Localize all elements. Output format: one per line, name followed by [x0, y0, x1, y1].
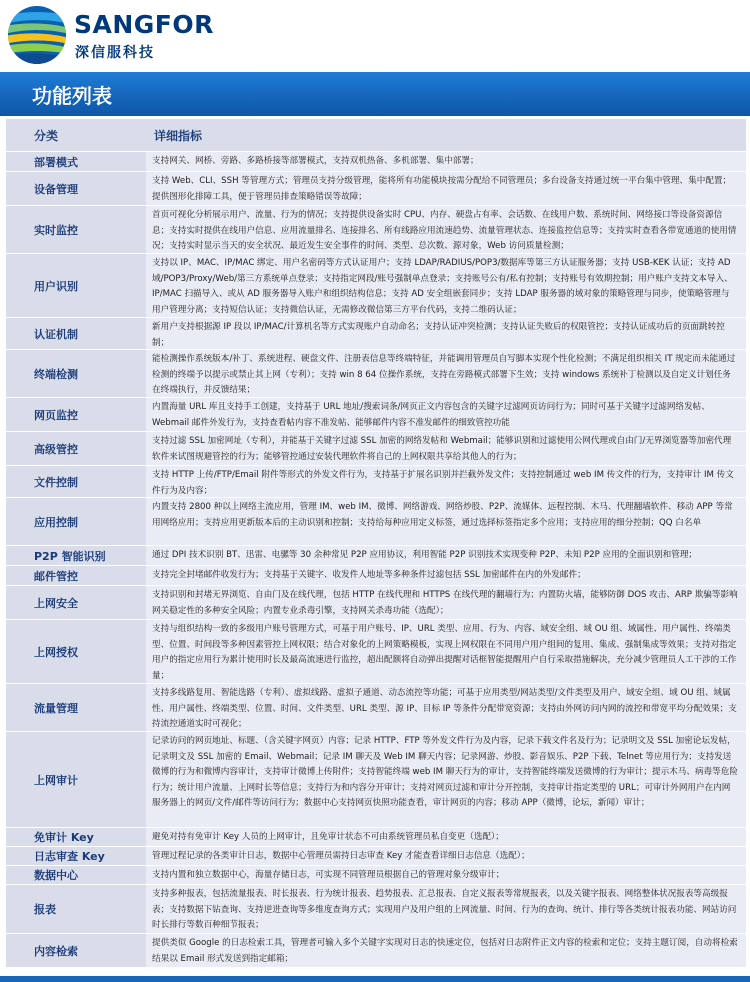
table-row	[6, 933, 746, 967]
row-label: 内容检索	[6, 934, 146, 967]
table-row	[6, 731, 746, 827]
row-detail: 新用户支持根据源 IP 段以 IP/MAC/计算机名等方式实现账户自动命名；支持认证冲突检测；支持认证失败后的权限管控；支持认证成功后的页面跳转控制；	[146, 318, 746, 349]
row-detail: 首页可视化分析展示用户、流量、行为的情况；支持提供设备实时 CPU、内存、硬盘占有率、会话数、在线用户数、系统时间、网络接口等设备资源信息；支持实时提供在线用户信息、应用流量排名、连接排名、所有线路应用流速趋势、流量管理状态、连接监控信息等；支持实时查看各带宽通道的使用情况；支持实时显示当天的安全状况、最近发生安全事件的时间、类型、总次数、源对象，Web 访问质量检测；	[146, 206, 746, 253]
column-header-details: 详细指标	[154, 128, 203, 143]
row-detail: 支持多线路复用、智能选路（专利）、虚拟线路、虚拟子通道、动态流控等功能；可基于应用类型/网站类型/文件类型及用户、域安全组、域 OU 组、域属性、用户属性、终端类型、位置、时间、文件类型、URL 类型、源 IP、目标 IP 等条件分配带宽资源；支持由外网访问内网的流控和带宽平均分配效果；支持流控通道实时可视化；	[146, 684, 746, 731]
sangfor-globe-logo-icon	[6, 4, 68, 66]
row-detail: 支持完全封堵邮件收发行为；支持基于关键字、收发件人地址等多种条件过滤包括 SSL 加密邮件在内的外发邮件；	[146, 566, 746, 585]
row-detail: 记录访问的网页地址、标题、（含关键字网页）内容；记录 HTTP、FTP 等外发文件行为及内容，记录下载文件名及行为；记录明文及 SSL 加密论坛发帖，记录明文及 SSL 加密的 Email、Webmail；记录 IM 聊天及 Web IM 聊天内容；记录网游、炒股、影音娱乐、P2P 下载、Telnet 等应用行为；支持发送微博的行为和微博内容审计，支持审计微博上传附件；支持智能终端 web IM 聊天行为的审计，支持智能终端发送微博的行为审计；提示木马、病毒等危险行为；统计用户流量、上网时长等信息；支持行为和内容分开审计；支持对网页过滤和审计分开控制，支持审计指定类型的 URL；可审计外网用户在内网服务器上的网页/文件/邮件等访问行为；数据中心支持网页快照功能查看，审计网页的内容；移动 APP（微博，论坛，新闻）审计；	[146, 732, 746, 827]
row-detail: 避免对持有免审计 Key 人员的上网审计，且免审计状态不可由系统管理员私自变更（选配）；	[146, 828, 746, 846]
table-row	[6, 431, 746, 465]
table-row	[6, 865, 746, 884]
table-row	[6, 397, 746, 431]
row-detail: 支持 Web、CLI、SSH 等管理方式；管理员支持分级管理，能将所有功能模块按需分配给不同管理员；多台设备支持通过统一平台集中管理、集中配置；提供图形化排障工具，便于管理员排查策略错误等故障；	[146, 172, 746, 205]
row-label: P2P 智能识别	[6, 546, 146, 565]
table-row	[6, 846, 746, 865]
brand-name-en: SANGFOR	[74, 10, 214, 39]
row-label: 实时监控	[6, 206, 146, 253]
table-row	[6, 545, 746, 565]
table-row	[6, 171, 746, 205]
row-label: 高级管控	[6, 432, 146, 465]
table-row	[6, 465, 746, 497]
row-label: 数据中心	[6, 866, 146, 884]
row-label: 报表	[6, 885, 146, 933]
row-detail: 提供类似 Google 的日志检索工具，管理者可输入多个关键字实现对日志的快速定位，包括对日志附件正文内容的检索和定位；支持主题订阅，自动将检索结果以 Email 形式发送到指定邮箱；	[146, 934, 746, 967]
row-label: 用户识别	[6, 254, 146, 317]
row-label: 应用控制	[6, 498, 146, 545]
row-detail: 内置支持 2800 种以上网络主流应用，管理 IM、web IM、微博、网络游戏、网络炒股、P2P、流媒体、远程控制、木马、代理翻墙软件、移动 APP 等常用网络应用；支持应用更新版本后的主动识别和控制；支持给每种应用定义标签，通过选择标签指定多个应用；支持应用的细分控制；QQ 白名单	[146, 498, 746, 545]
row-label: 设备管理	[6, 172, 146, 205]
row-label: 日志审查 Key	[6, 847, 146, 865]
table-row	[6, 253, 746, 317]
row-detail: 管理过程记录的各类审计日志，数据中心管理员需持日志审查 Key 才能查看详细日志信息（选配）；	[146, 847, 746, 865]
feature-table	[6, 119, 746, 967]
row-label: 免审计 Key	[6, 828, 146, 846]
row-label: 网页监控	[6, 398, 146, 431]
row-detail: 支持与组织结构一致的多级用户账号管理方式，可基于用户账号、IP、URL 类型、应用、行为、内容、域安全组、域 OU 组、域属性、用户属性、终端类型、位置、时间段等多种因素管控上网权限；结合对象化的上网策略模板，实现上网权限在不同用户用户组间的复用、集成、强制集成等效果；支持对指定用户的指定应用行为累计使用时长及最高流速进行监控，超出配额将自动弹出提醒对话框智能提醒用户自行采取措施解决，充分减少管理员人工干涉的工作量；	[146, 620, 746, 683]
row-detail: 支持 HTTP 上传/FTP/Email 附件等形式的外发文件行为，支持基于扩展名识别并拦截外发文件；支持控制通过 web IM 传文件的行为，支持审计 IM 传文件行为及内容；	[146, 466, 746, 497]
brand-name-cn: 深信服科技	[75, 45, 155, 61]
table-row	[6, 317, 746, 349]
table-row	[6, 349, 746, 397]
table-header	[6, 119, 746, 151]
table-row	[6, 585, 746, 619]
section-title: 功能列表	[32, 84, 112, 108]
footer-bar	[0, 976, 750, 982]
row-detail: 支持内置和独立数据中心，海量存储日志，可实现不同管理员根据自己的管理对象分级审计；	[146, 866, 746, 884]
table-row	[6, 683, 746, 731]
row-label: 文件控制	[6, 466, 146, 497]
row-detail: 支持以 IP、MAC、IP/MAC 绑定、用户名密码等方式认证用户；支持 LDAP/RADIUS/POP3/数据库等第三方认证服务器；支持 USB-KEK 认证；支持 AD 域/POP3/Proxy/Web/第三方系统单点登录；支持指定网段/账号强制单点登录；支持账号公有/私有控制；支持账号有效期控制；用户账户支持文本导入、IP/MAC 扫描导入、或从 AD 服务器导入账户和组织结构信息；支持 AD 安全组嵌套同步；支持 LDAP 服务器的域对象的策略管理与同步，使策略管理与用户管理分离；支持短信认证；支持微信认证，无需修改微信第三方平台代码，支持二维码认证；	[146, 254, 746, 317]
row-label: 流量管理	[6, 684, 146, 731]
row-detail: 支持网关、网桥、旁路、多路桥接等部署模式，支持双机热备、多机部署、集中部署；	[146, 152, 746, 171]
table-row	[6, 497, 746, 545]
row-detail: 支持多种报表，包括流量报表、时长报表、行为统计报表、趋势报表、汇总报表、自定义报表等常规报表，以及关键字报表、网络整体状况报表等高级报表；支持数据下钻查询、支持逆进查询等多维度查询方式；实现用户及用户组的上网流量、时间、行为的查询、统计、排行等各类统计报表功能、网站访问时长排行等数百种细节报表；	[146, 885, 746, 933]
row-label: 终端检测	[6, 350, 146, 397]
row-label: 上网安全	[6, 586, 146, 619]
table-row	[6, 205, 746, 253]
header	[0, 0, 750, 72]
table-row	[6, 619, 746, 683]
row-detail: 支持识别和封堵无界浏览、自由门及在线代理，包括 HTTP 在线代理和 HTTPS 在线代理的翻墙行为；内置防火墙，能够防御 DOS 攻击、ARP 欺骗等影响网关稳定性的多种安全风险；内置专业杀毒引擎，支持网关杀毒功能（选配）；	[146, 586, 746, 619]
row-detail: 通过 DPI 技术识别 BT、迅雷、电骡等 30 余种常见 P2P 应用协议，利用智能 P2P 识别技术实现变种 P2P、未知 P2P 应用的全面识别和管理；	[146, 546, 746, 565]
column-header-category: 分类	[34, 128, 59, 143]
section-title-bar	[0, 72, 750, 116]
table-row	[6, 151, 746, 171]
table-row	[6, 884, 746, 933]
row-detail: 能检测操作系统版本/补丁、系统进程、硬盘文件、注册表信息等终端特征，并能调用管理员自写脚本实现个性化检测；不满足组织相关 IT 规定而未能通过检测的终端予以提示或禁止其上网（专利）；支持 win 8 64 位操作系统，支持在旁路模式部署下生效；支持 windows 系统补丁检测以及自定义计划任务在终端执行，并反馈结果；	[146, 350, 746, 397]
row-label: 上网授权	[6, 620, 146, 683]
row-label: 邮件管控	[6, 566, 146, 585]
table-row	[6, 827, 746, 846]
row-label: 上网审计	[6, 732, 146, 827]
row-label: 部署模式	[6, 152, 146, 171]
table-row	[6, 565, 746, 585]
row-detail: 支持过滤 SSL 加密网址（专利），并能基于关键字过滤 SSL 加密的网络发帖和 Webmail；能够识别和过滤使用公网代理或自由门/无界浏览器等加密代理软件来试图规避管控的行为；能够管控通过安装代理软件将自己的上网权限共享给其他人的行为；	[146, 432, 746, 465]
row-label: 认证机制	[6, 318, 146, 349]
row-detail: 内置海量 URL 库且支持手工创建，支持基于 URL 地址/搜索词条/网页正文内容包含的关键字过滤网页访问行为；同时可基于关键字过滤网络发帖、Webmail 邮件外发行为，支持查看帖内容不准发帖、能够邮件内容不准发邮件的细致管控功能	[146, 398, 746, 431]
